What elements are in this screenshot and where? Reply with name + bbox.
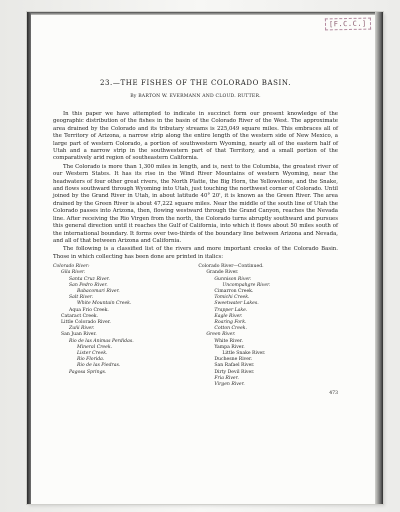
river-list-item: White Mountain Creek. xyxy=(77,301,132,307)
river-list-item: Grande River. xyxy=(206,270,239,276)
river-list-item: San Pedro River. xyxy=(69,282,108,288)
river-list-item: Babacomari River. xyxy=(77,288,120,294)
article-body xyxy=(53,79,338,397)
river-list-left-column xyxy=(53,264,193,388)
river-list-item: Rio de las Animas Perdidas. xyxy=(69,338,134,344)
river-list-item: Lister Creek. xyxy=(77,350,108,356)
river-list-item: Salt River. xyxy=(69,295,94,301)
page-right-edge xyxy=(375,12,383,504)
paragraph-list-intro: The following is a classified list of the rivers and more important creeks of the Colorado Basin. Those in which collecting has been done are printed in italics: xyxy=(53,246,338,260)
river-list-item: Roaring Fork. xyxy=(214,319,247,325)
page-top-edge xyxy=(27,12,383,15)
river-list-item: San Rafael River. xyxy=(214,363,255,369)
river-list-item: Dirty Devil River. xyxy=(214,369,255,375)
river-list-item: Virgen River. xyxy=(214,381,245,387)
paragraph-intro: In this paper we have attempted to indicate in succinct form our present knowledge of the geographic distribution of the fishes in the basin of the Colorado River of the West. The approximate area drained by the Colorado and its tributary streams is 225,049 square miles. This embraces all of the Territory of Arizona, a narrow strip along the entire length of the western side of New Mexico, a large part of western Colorado, a portion of southwestern Wyoming, nearly all of the eastern half of Utah and a narrow strip in the southwestern part of that Territory, and a small portion of the comparatively arid region of southeastern California. xyxy=(53,111,338,162)
article-authors: By BARTON W. EVERMANN AND CLOUD. RUTTER. xyxy=(130,94,261,99)
river-list-item: Cotton Creek. xyxy=(214,326,247,332)
river-list-item: Eagle River. xyxy=(214,313,243,319)
river-list-item: Little Snake River. xyxy=(222,350,266,356)
river-list-item: Tomichi Creek. xyxy=(214,295,250,301)
river-list-item: Aqua Frio Creek. xyxy=(69,307,109,313)
river-list-item: Little Colorado River. xyxy=(61,319,111,325)
river-list-item: Sweetwater Lakes. xyxy=(214,301,259,307)
river-list-item: Colorado River—Continued. xyxy=(198,264,264,270)
river-list-item: White River. xyxy=(214,338,243,344)
river-list-item: Cataract Creek. xyxy=(61,313,99,319)
archive-stamp: [F.C.C.] xyxy=(325,18,371,31)
river-list-item: Gunnison River. xyxy=(214,276,252,282)
page-left-edge xyxy=(27,12,31,504)
river-list-item: Uncompahgre River. xyxy=(222,282,271,288)
river-list xyxy=(53,264,338,388)
river-list-item: Gila River. xyxy=(61,270,86,276)
river-list-item: Rio Florida. xyxy=(77,357,105,363)
river-list-item: Yampa River. xyxy=(214,344,245,350)
river-list-item: Colorado River: xyxy=(53,264,90,270)
river-list-item: Duchesne River. xyxy=(214,357,253,363)
river-list-item: Rio de las Piedras. xyxy=(77,363,121,369)
paragraph-colorado-river: The Colorado is more than 1,300 miles in length, and is, next to the Columbia, the greatest river of our Western States. It has its rise in the Wind River Mountains of western Wyoming, near the headwaters of four other great rivers, the North Platte, the Big Horn, the Yellowstone, and the Snake, and flows southward through Wyoming into Utah, just touching the northwest corner of Colorado. Until joined by the Grand River in Utah, in about latitude 40° 20', it is known as the Green River. The area drained by the Green River is about 47,222 square miles. Near the middle of the south line of Utah the Colorado passes into Arizona, then, flowing westward through the Grand Canyon, reaches the Nevada line. After receiving the Rio Virgen from the north, the Colorado turns abruptly southward and pursues this general direction until it reaches the Gulf of California, into which it flows about 50 miles south of the international boundary. It forms over two-thirds of the boundary line between Arizona and Nevada, and all of that between Arizona and California. xyxy=(53,163,338,244)
article-title: 23.—THE FISHES OF THE COLORADO BASIN. xyxy=(99,79,292,87)
river-list-item: Cimarron Creek. xyxy=(214,288,254,294)
river-list-item: San Juan River. xyxy=(61,332,97,338)
river-list-item: Pagosa Springs. xyxy=(69,369,107,375)
page-number: 473 xyxy=(329,391,338,397)
river-list-item: Santa Cruz River. xyxy=(69,276,110,282)
river-list-item: Zuñi River. xyxy=(69,326,95,332)
river-list-item: Mineral Creek. xyxy=(77,344,113,350)
river-list-item: Trapper Lake. xyxy=(214,307,248,313)
river-list-item: Fria River. xyxy=(214,375,239,381)
river-list-right-column xyxy=(198,264,338,388)
river-list-item: Green River. xyxy=(206,332,236,338)
